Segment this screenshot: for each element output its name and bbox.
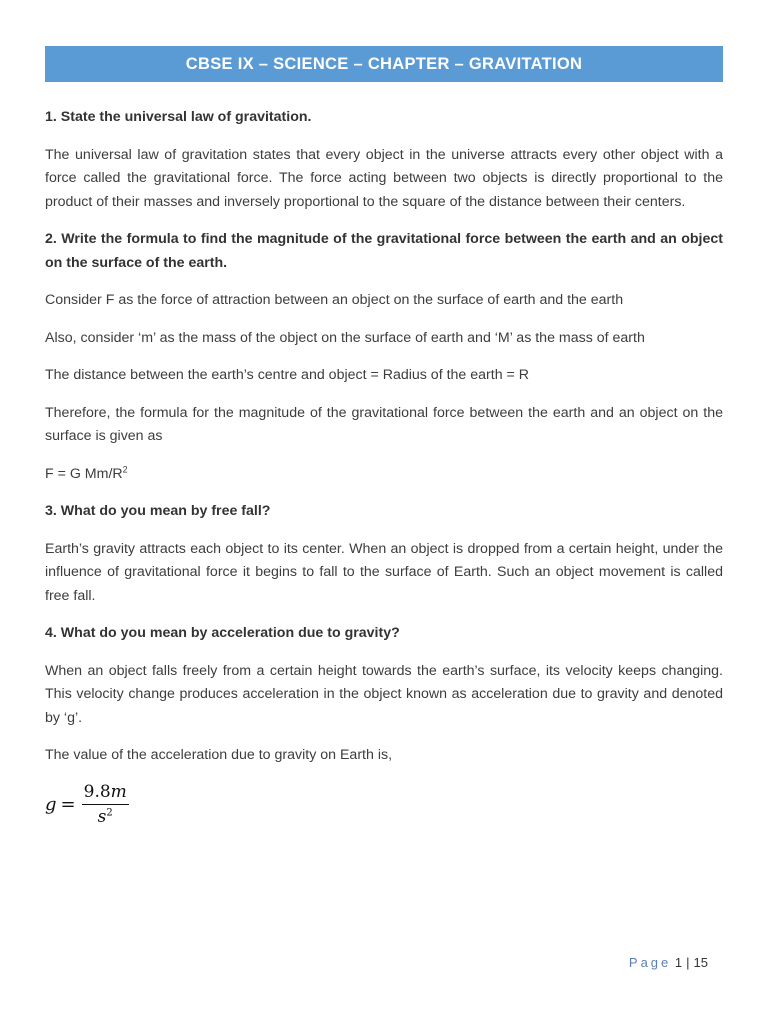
equation-lhs: g bbox=[45, 793, 57, 815]
gravitational-force-formula bbox=[45, 463, 723, 487]
numerator-unit: m bbox=[110, 781, 127, 802]
question-4: 4. What do you mean by acceleration due to gravity? bbox=[45, 625, 400, 641]
answer-4-line-2: The value of the acceleration due to gravity on Earth is, bbox=[45, 747, 393, 763]
page-separator: | bbox=[686, 955, 690, 970]
formula-exponent: 2 bbox=[122, 463, 128, 474]
answer-2-line-3: The distance between the earth’s centre and object = Radius of the earth = R bbox=[45, 367, 529, 383]
answer-2-line-4: Therefore, the formula for the magnitude of the gravitational force between the earth and an object on the surface is given as bbox=[45, 404, 723, 444]
numerator-number: 9.8 bbox=[83, 781, 111, 802]
answer-1: The universal law of gravitation states that every object in the universe attracts every other object with a force called the gravitational force. The force acting between two objects is directly proportional to the product of their masses and inversely proportional to the square of the distance between their centers. bbox=[45, 146, 723, 210]
denominator-unit: s bbox=[97, 806, 107, 827]
equation-equals: = bbox=[60, 793, 76, 815]
answer-2-line-1: Consider F as the force of attraction between an object on the surface of earth and the earth bbox=[45, 292, 624, 308]
denominator-exponent: 2 bbox=[106, 806, 113, 818]
chapter-title-banner bbox=[45, 46, 723, 82]
fraction-numerator bbox=[82, 782, 129, 805]
equation-fraction bbox=[82, 782, 129, 827]
chapter-title: CBSE IX – SCIENCE – CHAPTER – GRAVITATION bbox=[185, 54, 583, 73]
total-pages: 15 bbox=[693, 955, 708, 970]
question-3: 3. What do you mean by free fall? bbox=[45, 503, 271, 519]
page-footer bbox=[629, 955, 708, 970]
gravity-equation bbox=[45, 782, 723, 827]
answer-3: Earth’s gravity attracts each object to its center. When an object is dropped from a certain height, under the influence of gravitational force it begins to fall to the surface of Earth. Such an object movement is called free fall. bbox=[45, 540, 723, 604]
answer-2-line-2: Also, consider ‘m’ as the mass of the object on the surface of earth and ‘M’ as the mass of earth bbox=[45, 329, 645, 346]
answer-4-line-1: When an object falls freely from a certain height towards the earth’s surface, its velocity keeps changing. This velocity change produces acceleration in the object known as acceleration due to gravity and denoted by ‘g’. bbox=[45, 662, 723, 726]
document-content bbox=[45, 106, 723, 827]
current-page-number: 1 bbox=[674, 955, 683, 970]
document-page bbox=[45, 46, 723, 827]
fraction-denominator bbox=[98, 805, 113, 827]
question-1: 1. State the universal law of gravitation. bbox=[45, 109, 312, 125]
formula-main: F = G Mm/R bbox=[45, 465, 123, 482]
page-label: Page bbox=[628, 955, 672, 970]
question-2: 2. Write the formula to find the magnitude of the gravitational force between the earth and an object on the surface of the earth. bbox=[45, 231, 723, 271]
